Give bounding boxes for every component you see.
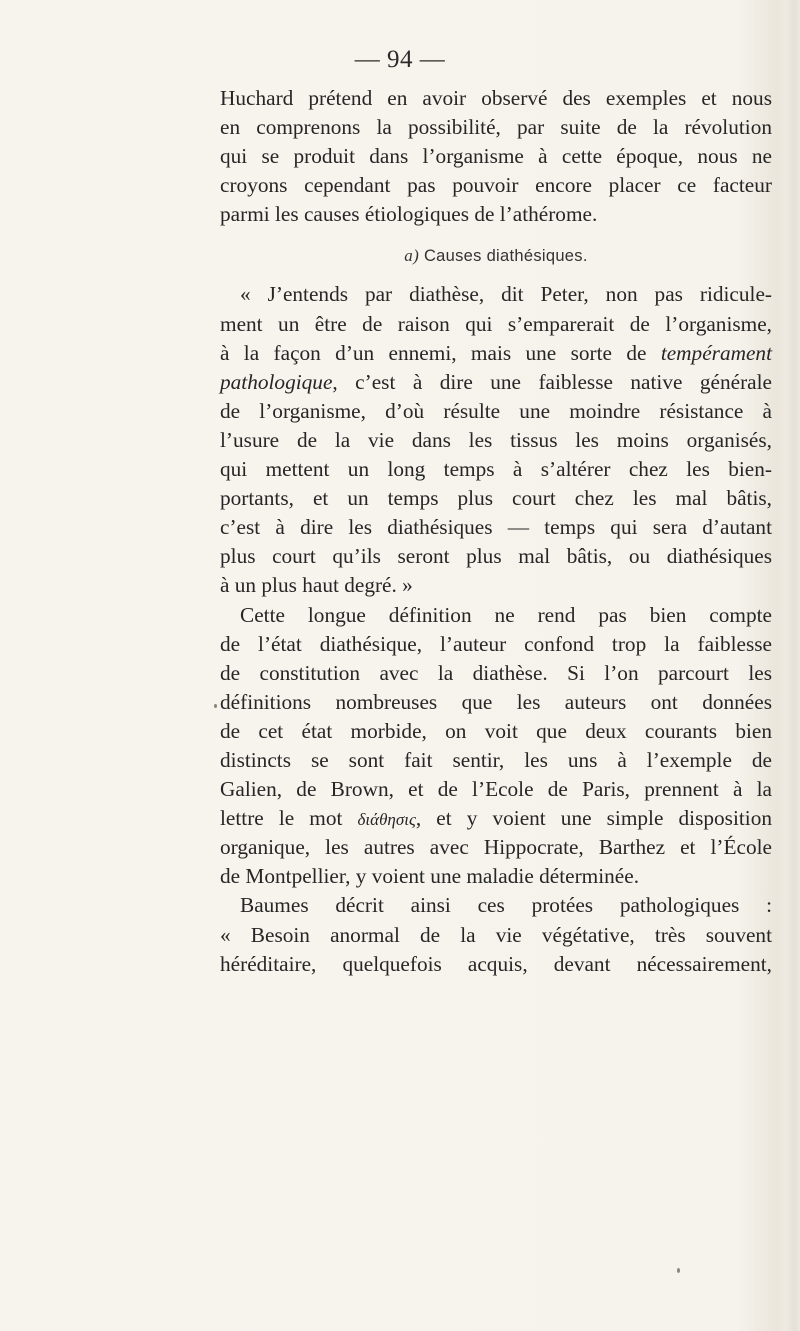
text-line: organique, les autres avec Hippocrate, Barthez et l’École <box>220 835 772 860</box>
paper-speck <box>214 704 217 708</box>
text-line: définitions nombreuses que les auteurs ont données <box>220 689 772 714</box>
text-fragment: à la façon d’un ennemi, mais une sorte de <box>220 340 647 365</box>
text-line: de l’organisme, d’où résulte une moindre résistance à <box>220 398 772 423</box>
page-number: — 94 — <box>354 46 446 73</box>
text-line: de cet état morbide, on voit que deux courants bien <box>220 718 772 743</box>
text-line: l’usure de la vie dans les tissus les moins organisés, <box>220 427 772 452</box>
text-fragment: , et y voient une simple disposition <box>415 806 773 831</box>
body-text <box>220 84 772 979</box>
paragraph-2 <box>220 601 772 892</box>
text-line: de l’état diathésique, l’auteur confond trop la faiblesse <box>220 631 772 656</box>
italic-term: pathologique <box>220 369 333 394</box>
section-title: Causes diathésiques. <box>423 247 588 266</box>
text-line: Galien, de Brown, et de l’Ecole de Paris, prennent à la <box>220 777 772 802</box>
text-line: plus court qu’ils seront plus mal bâtis, ou diathésiques <box>220 544 772 569</box>
paper-speck <box>677 1268 680 1273</box>
text-line: c’est à dire les diathésiques — temps qui sera d’autant <box>220 515 772 540</box>
text-line: de constitution avec la diathèse. Si l’on parcourt les <box>220 660 772 685</box>
text-line: qui mettent un long temps à s’altérer chez les bien- <box>220 457 772 482</box>
italic-term: tempérament <box>660 340 772 365</box>
text-line <box>220 804 772 833</box>
paragraph-1 <box>220 84 772 229</box>
text-line: croyons cependant pas pouvoir encore placer ce facteur <box>220 173 772 198</box>
text-fragment: , c’est à dire une faiblesse native générale <box>332 369 772 394</box>
page-edge-shadow <box>786 0 800 1331</box>
greek-word: διάθησις <box>357 810 416 830</box>
text-line: Baumes décrit ainsi ces protées pathologiques : <box>240 893 772 918</box>
quote-paragraph <box>220 280 772 600</box>
section-marker: a) <box>404 246 420 266</box>
text-line: à un plus haut degré. » <box>220 573 413 598</box>
text-line: « Besoin anormal de la vie végétative, très souvent <box>220 922 772 947</box>
text-fragment: lettre le mot <box>220 806 343 831</box>
text-line: Huchard prétend en avoir observé des exemples et nous <box>220 86 772 110</box>
text-line <box>220 339 772 368</box>
text-line: parmi les causes étiologiques de l’athérome. <box>220 202 598 227</box>
text-line: de Montpellier, y voient une maladie déterminée. <box>220 864 640 889</box>
text-line <box>220 368 772 397</box>
text-line: ment un être de raison qui s’emparerait de l’organisme, <box>220 311 772 336</box>
text-line: distincts se sont fait sentir, les uns à l’exemple de <box>220 747 772 772</box>
text-line: « J’entends par diathèse, dit Peter, non pas ridicule- <box>240 282 772 307</box>
text-line: Cette longue définition ne rend pas bien compte <box>240 602 772 627</box>
section-heading <box>220 241 772 270</box>
paragraph-3 <box>220 891 772 978</box>
text-line: qui se produit dans l’organisme à cette époque, nous ne <box>220 144 772 169</box>
text-line: portants, et un temps plus court chez les mal bâtis, <box>220 486 772 511</box>
text-line: en comprenons la possibilité, par suite de la révolution <box>220 115 772 140</box>
text-line: héréditaire, quelquefois acquis, devant nécessairement, <box>220 951 772 976</box>
